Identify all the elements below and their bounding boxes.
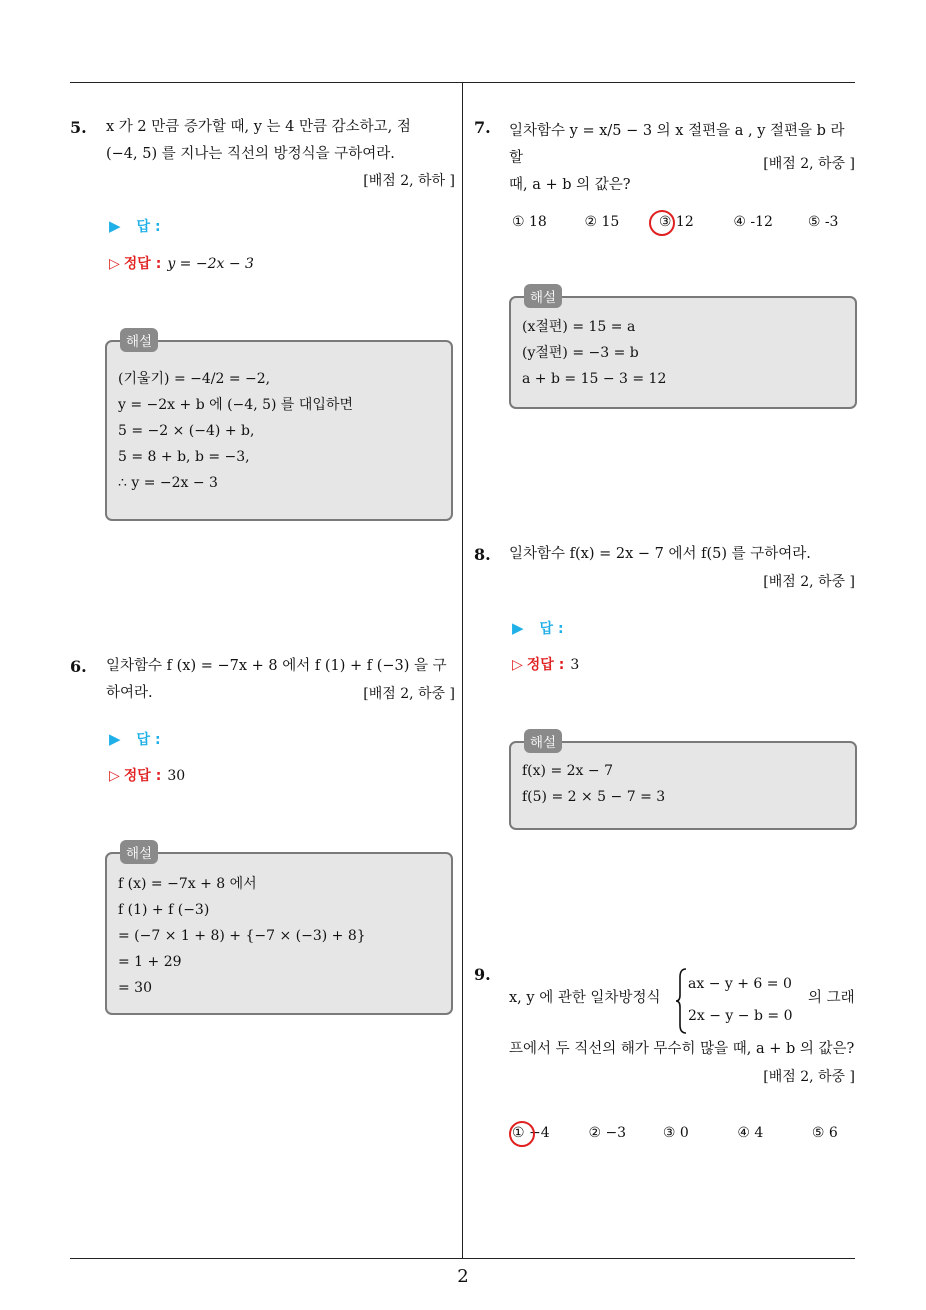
correct-answer-row [512,654,579,674]
column-divider [462,83,463,1258]
solution-line: f (1) + f (−3) [118,902,210,918]
solution-line: a + b = 15 − 3 = 12 [522,371,667,387]
solution-line: 5 = 8 + b, b = −3, [118,449,250,465]
page-number: 2 [457,1266,469,1287]
question-prefix: x, y 에 관한 일차방정식 [509,990,661,1006]
solution-line: y = −2x + b 에 (−4, 5) 를 대입하면 [118,397,353,413]
solution-tag: 해설 [120,840,158,864]
answer-arrow-icon: ▶ [109,730,121,748]
question-line: 일차함수 y = x/5 − 3 의 x 절편을 a , y 절편을 b 라 할 [509,123,845,166]
question-line: 하여라. [106,685,153,701]
question-line: 일차함수 f(x) = 2x − 7 에서 f(5) 를 구하여라. [509,546,811,562]
solution-line: (기울기) = −4/2 = −2, [118,371,271,387]
question-number: 8. [474,545,491,564]
question-number: 5. [70,118,87,137]
correct-label: 정답 : [123,256,162,272]
correct-arrow-icon: ▷ [109,768,120,784]
solution-line: f(x) = 2x − 7 [522,763,613,779]
solution-line: f(5) = 2 × 5 − 7 = 3 [522,789,666,805]
solution-line: (y절편) = −3 = b [522,345,639,361]
answer-label: 답 : [539,621,564,637]
question-text [509,541,859,568]
choice-1[interactable]: ① −4 [512,1125,550,1141]
solution-line: f (x) = −7x + 8 에서 [118,876,257,892]
question-number: 9. [474,965,491,984]
question-line: 일차함수 f (x) = −7x + 8 에서 f (1) + f (−3) 을 구 [106,658,447,674]
question-number: 7. [474,118,491,137]
choices-row [512,1125,838,1141]
correct-label: 정답 : [123,768,162,784]
choice-3[interactable]: ③ 12 [658,214,694,230]
choice-5[interactable]: ⑤ -3 [807,214,839,230]
choice-4[interactable]: ④ -12 [733,214,773,230]
question-line: (−4, 5) 를 지나는 직선의 방정식을 구하여라. [106,146,395,162]
answer-label: 답 : [136,219,161,235]
correct-label: 정답 : [526,657,565,673]
question-number: 6. [70,657,87,676]
solution-line: = 30 [118,980,152,996]
equation-1: ax − y + 6 = 0 [688,976,792,992]
question-suffix: 의 그래 [808,990,855,1006]
answer-label: 답 : [136,732,161,748]
solution-line: ∴ y = −2x − 3 [118,475,218,491]
solution-line: (x절편) = 15 = a [522,319,636,335]
equation-2: 2x − y − b = 0 [688,1008,793,1024]
score-label: [배점 2, 하중 ] [363,686,455,702]
choice-5[interactable]: ⑤ 6 [811,1125,838,1141]
question-line: 때, a + b 의 값은? [509,177,631,193]
correct-value: y = −2x − 3 [167,256,254,272]
answer-arrow-icon: ▶ [512,619,524,637]
choices-row [512,214,838,230]
solution-tag: 해설 [120,328,158,352]
choice-1[interactable]: ① 18 [512,214,547,230]
answer-row[interactable] [109,729,161,749]
bottom-rule [70,1258,855,1259]
answer-arrow-icon: ▶ [109,217,121,235]
score-label: [배점 2, 하중 ] [763,574,855,590]
correct-answer-row [109,253,254,273]
solution-body [522,314,666,392]
score-label: [배점 2, 하중 ] [763,1069,855,1085]
correct-arrow-icon: ▷ [109,256,120,272]
choice-2[interactable]: ② −3 [588,1125,627,1141]
score-label: [배점 2, 하하 ] [363,173,455,189]
solution-body [118,366,353,496]
solution-tag: 해설 [524,284,562,308]
correct-arrow-icon: ▷ [512,657,523,673]
correct-value: 30 [167,768,186,784]
solution-line: 5 = −2 × (−4) + b, [118,423,255,439]
selected-answer-circle-icon [649,210,675,236]
correct-answer-row [109,765,185,785]
solution-line: = (−7 × 1 + 8) + {−7 × (−3) + 8} [118,928,366,944]
choice-4[interactable]: ④ 4 [737,1125,764,1141]
solution-tag: 해설 [524,729,562,753]
question-line: 프에서 두 직선의 해가 무수히 많을 때, a + b 의 값은? [509,1041,855,1057]
choice-3[interactable]: ③ 0 [662,1125,689,1141]
solution-line: = 1 + 29 [118,954,182,970]
solution-body [118,871,366,1001]
score-label: [배점 2, 하중 ] [763,156,855,172]
system-brace-icon [674,967,688,1035]
correct-value: 3 [570,657,580,673]
answer-row[interactable] [512,618,564,638]
selected-answer-circle-icon [509,1121,535,1147]
choice-2[interactable]: ② 15 [584,214,620,230]
question-line: x 가 2 만큼 증가할 때, y 는 4 만큼 감소하고, 점 [106,119,411,135]
question-text [106,114,456,168]
answer-row[interactable] [109,216,161,236]
solution-body [522,758,665,810]
